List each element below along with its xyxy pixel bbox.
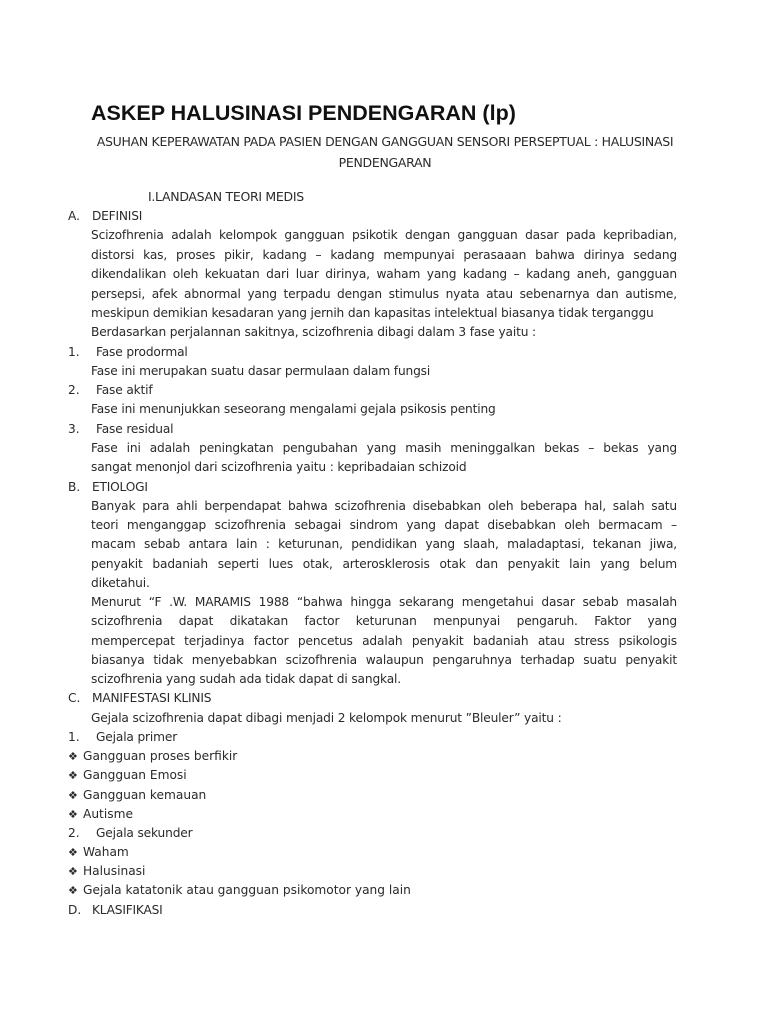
section-d-marker: D. — [68, 903, 82, 917]
section-c-marker: C. — [68, 691, 81, 705]
etiology-line-1: Banyak para ahli berpendapat bahwa scizofhrenia disebabkan oleh beberapa hal, salah satu — [91, 499, 677, 513]
list-item-text: Gangguan proses berfikir — [83, 749, 238, 763]
phase-1-number: 1. — [68, 345, 80, 359]
section-d-heading: KLASIFIKASI — [92, 903, 163, 917]
etiology-line-10: scizofhrenia yang sudah ada tidak dapat di sangkal. — [91, 672, 401, 686]
list-item — [68, 862, 145, 881]
subtitle-line-1: ASUHAN KEPERAWATAN PADA PASIEN DENGAN GANGGUAN SENSORI PERSEPTUAL : HALUSINASI — [96, 134, 674, 149]
list-item-text: Gejala katatonik atau gangguan psikomotor yang lain — [83, 883, 411, 897]
diamond-bullet-icon: ❖ — [68, 865, 78, 878]
section-heading: I.LANDASAN TEORI MEDIS — [148, 189, 304, 204]
phase-3-number: 3. — [68, 422, 80, 436]
group-1-number: 1. — [68, 730, 80, 744]
definition-line-3: dikendalikan oleh kekuatan dari luar dirinya, waham yang kadang – kadang aneh, gangguan — [91, 267, 677, 281]
list-item — [68, 747, 237, 766]
list-item-text: Gangguan kemauan — [83, 788, 207, 802]
list-item-text: Gangguan Emosi — [83, 768, 187, 782]
group-2-number: 2. — [68, 826, 80, 840]
phases-intro: Berdasarkan perjalannan sakitnya, scizofhrenia dibagi dalam 3 fase yaitu : — [91, 325, 536, 339]
etiology-line-8: mempercepat terjadinya factor pencetus adalah penyakit badaniah atau stress psikologis — [91, 634, 677, 648]
definition-line-1: Scizofhrenia adalah kelompok gangguan psikotik dengan gangguan dasar pada kepribadian, — [91, 228, 677, 242]
group-1-name: Gejala primer — [96, 730, 178, 744]
definition-line-5: meskipun demikian kesadaran yang jernih dan kapasitas intelektual biasanya tidak terganggu — [91, 306, 654, 320]
list-item — [68, 881, 411, 900]
list-item-text: Autisme — [83, 807, 133, 821]
phase-2-name: Fase aktif — [96, 383, 153, 397]
list-item — [68, 843, 129, 862]
section-b-heading: ETIOLOGI — [92, 480, 148, 494]
etiology-line-3: macam sebab antara lain : keturunan, pendidikan yang slaah, maladaptasi, tekanan jiwa, — [91, 537, 677, 551]
etiology-line-5: diketahui. — [91, 576, 150, 590]
phase-2-desc: Fase ini menunjukkan seseorang mengalami gejala psikosis penting — [91, 402, 496, 416]
etiology-line-7: scizofhrenia dapat dikatakan factor keturunan menpunyai pengaruh. Faktor yang — [91, 614, 677, 628]
list-item-text: Halusinasi — [83, 864, 146, 878]
subtitle-line-2: PENDENGARAN — [338, 155, 432, 170]
etiology-line-6: Menurut “F .W. MARAMIS 1988 “bahwa hingga sekarang mengetahui dasar sebab masalah — [91, 595, 677, 609]
manifestation-intro: Gejala scizofhrenia dapat dibagi menjadi 2 kelompok menurut ”Bleuler” yaitu : — [91, 711, 562, 725]
diamond-bullet-icon: ❖ — [68, 750, 78, 763]
list-item — [68, 805, 133, 824]
diamond-bullet-icon: ❖ — [68, 808, 78, 821]
diamond-bullet-icon: ❖ — [68, 789, 78, 802]
phase-3-desc-line-2: sangat menonjol dari scizofhrenia yaitu : kepribadaian schizoid — [91, 460, 467, 474]
phase-1-name: Fase prodormal — [96, 345, 188, 359]
group-2-name: Gejala sekunder — [96, 826, 193, 840]
diamond-bullet-icon: ❖ — [68, 846, 78, 859]
section-c-heading: MANIFESTASI KLINIS — [92, 691, 212, 705]
etiology-line-4: penyakit badaniah seperti lues otak, arterosklerosis otak dan penyakit lain yang belum — [91, 557, 677, 571]
section-b-marker: B. — [68, 480, 81, 494]
etiology-line-2: teori menganggap scizofhrenia sebagai sindrom yang dapat disebabkan oleh bermacam – — [91, 518, 677, 532]
list-item-text: Waham — [83, 845, 129, 859]
phase-3-desc-line-1: Fase ini adalah peningkatan pengubahan yang masih meninggalkan bekas – bekas yang — [91, 441, 677, 455]
document-title: ASKEP HALUSINASI PENDENGARAN (lp) — [91, 101, 516, 125]
etiology-line-9: biasanya tidak menyebabkan scizofhrenia walaupun pengaruhnya terhadap suatu penyakit — [91, 653, 677, 667]
section-a-heading: DEFINISI — [92, 209, 143, 223]
diamond-bullet-icon: ❖ — [68, 769, 78, 782]
section-a-marker: A. — [68, 209, 80, 223]
phase-1-desc: Fase ini merupakan suatu dasar permulaan dalam fungsi — [91, 364, 431, 378]
phase-3-name: Fase residual — [96, 422, 174, 436]
phase-2-number: 2. — [68, 383, 80, 397]
diamond-bullet-icon: ❖ — [68, 884, 78, 897]
definition-line-4: persepsi, afek abnormal yang terpadu dengan stimulus nyata atau sebenarnya dan autisme, — [91, 287, 677, 301]
document-subtitle — [85, 131, 685, 173]
list-item — [68, 766, 187, 785]
definition-line-2: distorsi kas, proses pikir, kadang – kadang mempunyai perasaaan bahwa dirinya sedang — [91, 248, 677, 262]
list-item — [68, 786, 206, 805]
